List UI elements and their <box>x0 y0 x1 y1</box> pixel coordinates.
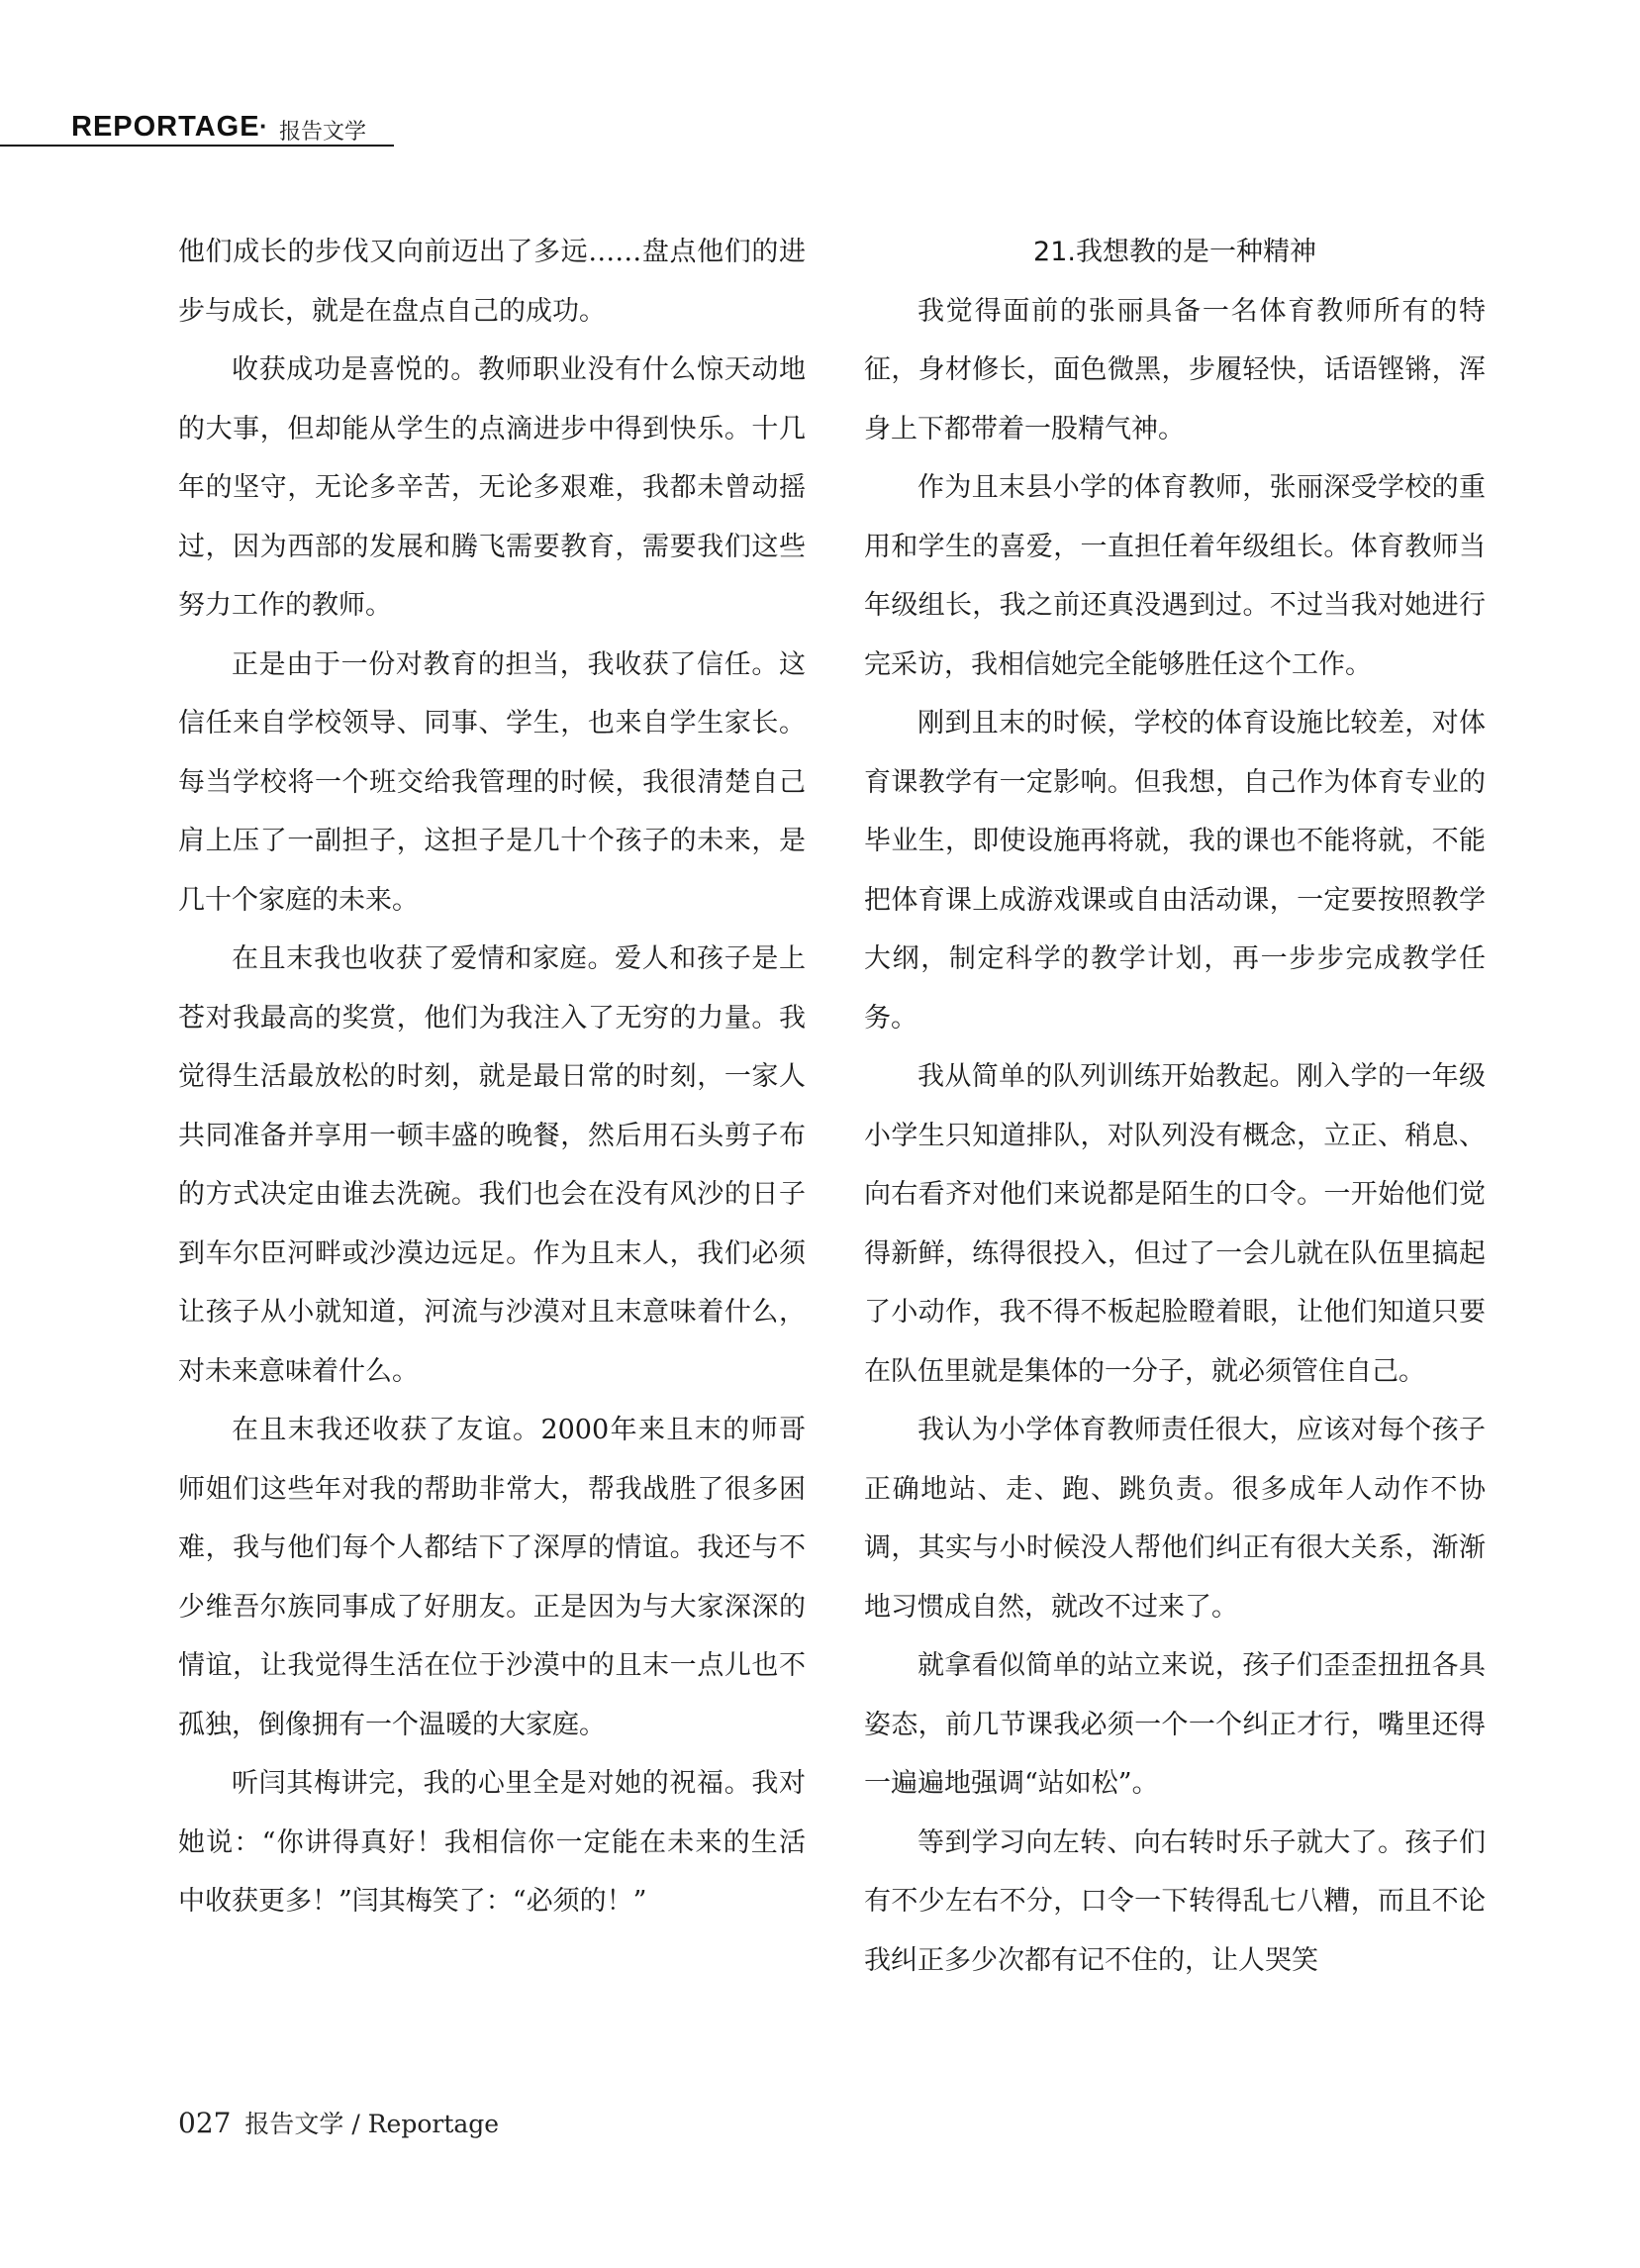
paragraph: 听闫其梅讲完，我的心里全是对她的祝福。我对她说：“你讲得真好！我相信你一定能在未来的生活中收获更多！”闫其梅笑了：“必须的！” <box>178 1768 806 1917</box>
running-header <box>0 111 396 148</box>
paragraph: 作为且末县小学的体育教师，张丽深受学校的重用和学生的喜爱，一直担任着年级组长。体育教师当年级组长，我之前还真没遇到过。不过当我对她进行完采访，我相信她完全能够胜任这个工作。 <box>864 472 1486 680</box>
page-number: 027 <box>178 2107 232 2139</box>
paragraph: 我从简单的队列训练开始教起。刚入学的一年级小学生只知道排队，对队列没有概念，立正、稍息、向右看齐对他们来说都是陌生的口令。一开始他们觉得新鲜，练得很投入，但过了一会儿就在队伍里搞起了小动作，我不得不板起脸瞪着眼，让他们知道只要在队伍里就是集体的一分子，就必须管住自己。 <box>864 1061 1486 1387</box>
paragraph: 刚到且末的时候，学校的体育设施比较差，对体育课教学有一定影响。但我想，自己作为体育专业的毕业生，即使设施再将就，我的课也不能将就，不能把体育课上成游戏课或自由活动课，一定要按照教学大纲，制定科学的教学计划，再一步步完成教学任务。 <box>864 708 1486 1034</box>
paragraph: 我觉得面前的张丽具备一名体育教师所有的特征，身材修长，面色微黑，步履轻快，话语铿锵，浑身上下都带着一股精气神。 <box>864 295 1486 444</box>
journal-name: 报告文学 / Reportage <box>244 2110 500 2138</box>
paragraph: 正是由于一份对教育的担当，我收获了信任。这信任来自学校领导、同事、学生，也来自学生家长。每当学校将一个班交给我管理的时候，我很清楚自己肩上压了一副担子，这担子是几十个孩子的未来，是几十个家庭的未来。 <box>178 648 806 916</box>
section-heading: 21.我想教的是一种精神 <box>1033 237 1316 267</box>
paragraph: 在且末我还收获了友谊。2000年来且末的师哥师姐们这些年对我的帮助非常大，帮我战胜了很多困难，我与他们每个人都结下了深厚的情谊。我还与不少维吾尔族同事成了好朋友。正是因为与大家深深的情谊，让我觉得生活在位于沙漠中的且末一点儿也不孤独，倒像拥有一个温暖的大家庭。 <box>178 1415 806 1740</box>
page-footer <box>178 2105 499 2140</box>
header-separator: · <box>259 111 268 141</box>
paragraph: 我认为小学体育教师责任很大，应该对每个孩子正确地站、走、跑、跳负责。很多成年人动作不协调，其实与小时候没人帮他们纠正有很大关系，渐渐地习惯成自然，就改不过来了。 <box>864 1415 1486 1623</box>
magazine-brand: REPORTAGE <box>71 111 260 143</box>
left-column <box>178 223 806 1931</box>
right-column <box>864 223 1486 1990</box>
header-rule <box>0 145 394 147</box>
section-name: 报告文学 <box>279 120 367 145</box>
paragraph: 等到学习向左转、向右转时乐子就大了。孩子们有不少左右不分，口令一下转得乱七八糟，而且不论我纠正多少次都有记不住的，让人哭笑 <box>864 1826 1486 1976</box>
paragraph: 在且末我也收获了爱情和家庭。爱人和孩子是上苍对我最高的奖赏，他们为我注入了无穷的力量。我觉得生活最放松的时刻，就是最日常的时刻，一家人共同准备并享用一顿丰盛的晚餐，然后用石头剪子布的方式决定由谁去洗碗。我们也会在没有风沙的日子到车尔臣河畔或沙漠边远足。作为且末人，我们必须让孩子从小就知道，河流与沙漠对且末意味着什么，对未来意味着什么。 <box>178 943 806 1387</box>
paragraph: 他们成长的步伐又向前迈出了多远……盘点他们的进步与成长，就是在盘点自己的成功。 <box>178 237 806 327</box>
paragraph: 就拿看似简单的站立来说，孩子们歪歪扭扭各具姿态，前几节课我必须一个一个纠正才行，嘴里还得一遍遍地强调“站如松”。 <box>864 1650 1486 1799</box>
paragraph: 收获成功是喜悦的。教师职业没有什么惊天动地的大事，但却能从学生的点滴进步中得到快乐。十几年的坚守，无论多辛苦，无论多艰难，我都未曾动摇过，因为西部的发展和腾飞需要教育，需要我们这些努力工作的教师。 <box>178 354 806 621</box>
